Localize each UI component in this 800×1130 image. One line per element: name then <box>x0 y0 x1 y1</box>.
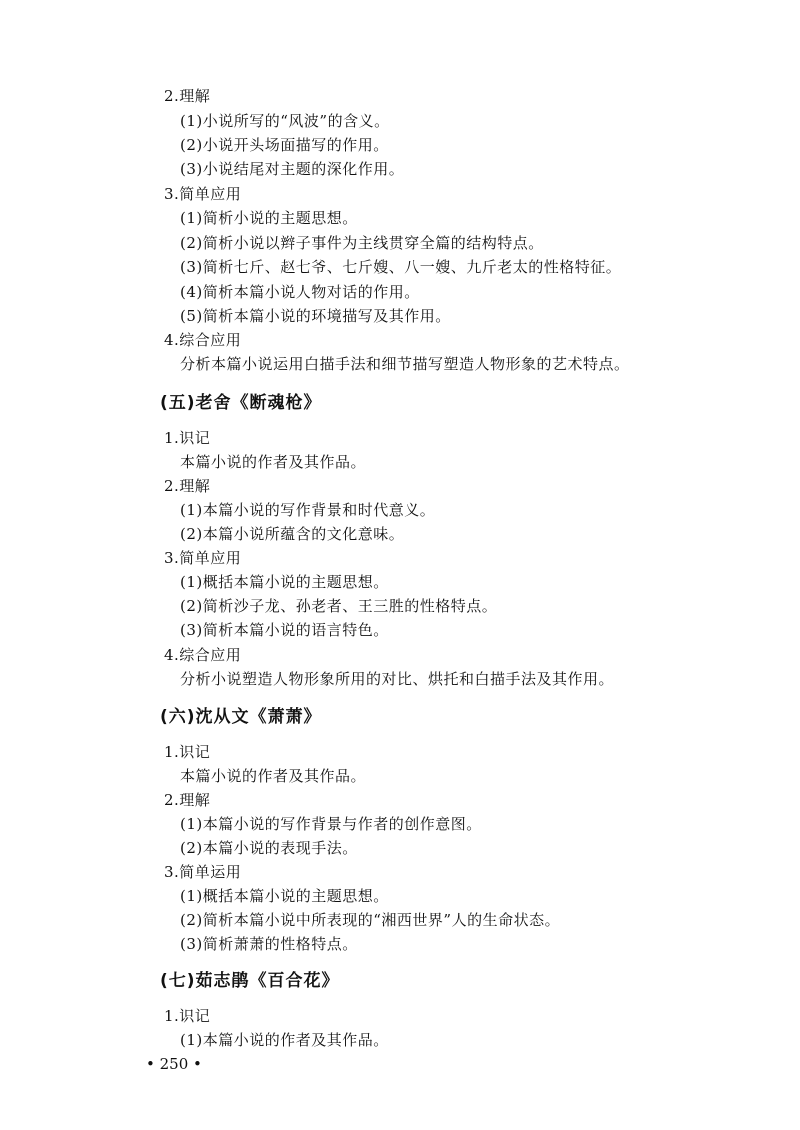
sub-item: (1)概括本篇小说的主题思想。 <box>180 887 389 905</box>
sub-item: (3)小说结尾对主题的深化作用。 <box>180 160 405 178</box>
section-heading: (五)老舍《断魂枪》 <box>160 393 322 413</box>
sub-item: 分析本篇小说运用白描手法和细节描写塑造人物形象的艺术特点。 <box>180 355 630 373</box>
sub-item: (2)简析沙子龙、孙老者、王三胜的性格特点。 <box>180 597 498 615</box>
item-label: 3.简单应用 <box>164 185 242 203</box>
sub-item: (1)简析小说的主题思想。 <box>180 209 358 227</box>
sub-item: (1)本篇小说的写作背景和时代意义。 <box>180 501 436 519</box>
item-label: 2.理解 <box>164 87 211 105</box>
item-label: 1.识记 <box>164 1007 211 1025</box>
item-label: 2.理解 <box>164 477 211 495</box>
sub-item: 本篇小说的作者及其作品。 <box>180 453 367 471</box>
sub-item: (3)简析本篇小说的语言特色。 <box>180 621 389 639</box>
sub-item: 本篇小说的作者及其作品。 <box>180 767 367 785</box>
sub-item: (2)本篇小说的表现手法。 <box>180 839 358 857</box>
item-label: 1.识记 <box>164 743 211 761</box>
sub-item: 分析小说塑造人物形象所用的对比、烘托和白描手法及其作用。 <box>180 670 615 688</box>
item-label: 3.简单应用 <box>164 549 242 567</box>
section-heading: (六)沈从文《萧萧》 <box>160 707 322 727</box>
sub-item: (2)本篇小说所蕴含的文化意味。 <box>180 525 405 543</box>
section-heading: (七)茹志鹃《百合花》 <box>160 971 340 991</box>
sub-item: (4)简析本篇小说人物对话的作用。 <box>180 283 420 301</box>
sub-item: (3)简析七斤、赵七爷、七斤嫂、八一嫂、九斤老太的性格特征。 <box>180 258 622 276</box>
sub-item: (2)简析本篇小说中所表现的“湘西世界”人的生命状态。 <box>180 911 561 929</box>
sub-item: (1)小说所写的“风波”的含义。 <box>180 112 390 130</box>
page-number: • 250 • <box>146 1055 202 1073</box>
item-label: 4.综合应用 <box>164 646 242 664</box>
sub-item: (5)简析本篇小说的环境描写及其作用。 <box>180 307 451 325</box>
sub-item: (1)本篇小说的作者及其作品。 <box>180 1031 389 1049</box>
sub-item: (1)本篇小说的写作背景与作者的创作意图。 <box>180 815 482 833</box>
sub-item: (3)简析萧萧的性格特点。 <box>180 935 358 953</box>
item-label: 1.识记 <box>164 429 211 447</box>
sub-item: (1)概括本篇小说的主题思想。 <box>180 573 389 591</box>
sub-item: (2)简析小说以辫子事件为主线贯穿全篇的结构特点。 <box>180 234 544 252</box>
item-label: 2.理解 <box>164 791 211 809</box>
item-label: 4.综合应用 <box>164 331 242 349</box>
sub-item: (2)小说开头场面描写的作用。 <box>180 136 389 154</box>
item-label: 3.简单运用 <box>164 863 242 881</box>
